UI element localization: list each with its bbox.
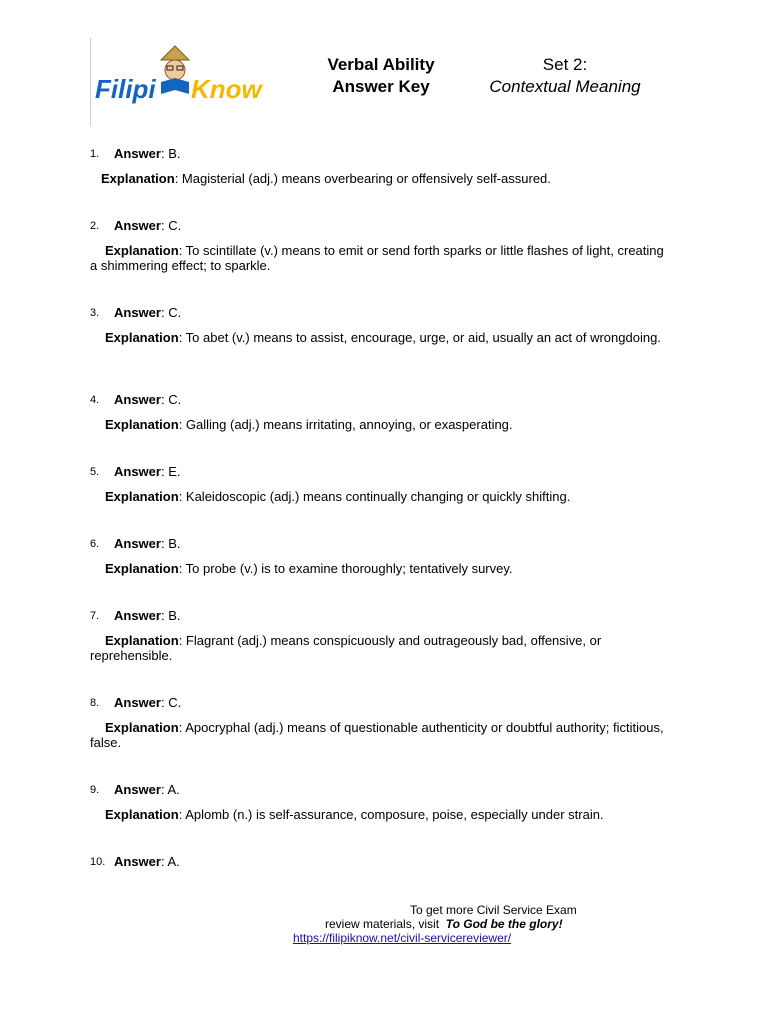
explanation-label: Explanation xyxy=(105,633,179,648)
answer-label: Answer xyxy=(114,305,161,320)
answer-label: Answer xyxy=(114,608,161,623)
explanation xyxy=(90,561,670,576)
answer-value: : B. xyxy=(160,608,181,623)
footer-line2 xyxy=(325,917,563,931)
set-label: Set 2: xyxy=(542,55,588,74)
logo-graphic xyxy=(91,38,265,126)
set-subtitle: Contextual Meaning xyxy=(489,77,641,96)
answer-label: Answer xyxy=(114,782,161,797)
explanation-text: : To probe (v.) is to examine thoroughly; tentatively survey. xyxy=(178,561,513,576)
explanation xyxy=(90,417,670,432)
answer-value: : B. xyxy=(160,536,181,551)
explanation-label: Explanation xyxy=(105,417,179,432)
item-number: 6. xyxy=(90,538,100,550)
answer-value: : C. xyxy=(160,392,182,407)
answer-label: Answer xyxy=(114,536,161,551)
list-item xyxy=(90,464,670,536)
answer-label: Answer xyxy=(114,392,161,407)
list-item xyxy=(90,608,670,695)
explanation-text: : Magisterial (adj.) means overbearing or offensively self-assured. xyxy=(174,171,551,186)
footer-emphasis: To God be the glory! xyxy=(445,917,563,931)
explanation-label: Explanation xyxy=(105,330,179,345)
item-number: 4. xyxy=(90,394,100,406)
explanation-text: : Galling (adj.) means irritating, annoying, or exasperating. xyxy=(178,417,513,432)
item-number: 1. xyxy=(90,148,100,160)
item-number: 7. xyxy=(90,610,100,622)
item-number: 5. xyxy=(90,466,100,478)
list-item xyxy=(90,854,670,870)
explanation xyxy=(90,807,670,822)
answer-value: : C. xyxy=(160,695,182,710)
explanation-text: : Kaleidoscopic (adj.) means continually changing or quickly shifting. xyxy=(178,489,571,504)
list-item xyxy=(90,146,670,218)
answer-value: : A. xyxy=(160,854,180,869)
logo-text-filipi: Filipi xyxy=(95,74,156,104)
answer-value: : A. xyxy=(160,782,180,797)
item-number: 2. xyxy=(90,220,100,232)
filipiknow-logo xyxy=(90,38,265,126)
explanation xyxy=(90,720,670,750)
document-title xyxy=(300,54,462,98)
footer-line2-text: review materials, visit xyxy=(325,917,440,931)
answer-value: : C. xyxy=(160,305,182,320)
explanation-text: : Flagrant (adj.) means conspicuously and outrageously bad, offensive, or reprehensible. xyxy=(90,633,602,663)
answer-value: : B. xyxy=(160,146,181,161)
explanation-label: Explanation xyxy=(105,243,179,258)
answer-label: Answer xyxy=(114,695,161,710)
reviewer-link[interactable]: https://filipiknow.net/civil-servicereviewer/ xyxy=(293,931,512,945)
list-item xyxy=(90,305,670,392)
footer-line1: To get more Civil Service Exam xyxy=(410,903,577,917)
answer-label: Answer xyxy=(114,854,161,869)
explanation xyxy=(90,489,670,504)
list-item xyxy=(90,695,670,782)
answer-label: Answer xyxy=(114,218,161,233)
answer-label: Answer xyxy=(114,464,161,479)
explanation-label: Explanation xyxy=(105,720,179,735)
explanation-label: Explanation xyxy=(105,489,179,504)
explanation-text: : Apocryphal (adj.) means of questionable authenticity or doubtful authority; fictitious, false. xyxy=(90,720,664,750)
answer-value: : C. xyxy=(160,218,182,233)
answer-list xyxy=(90,146,670,879)
item-number: 10. xyxy=(90,856,106,868)
item-number: 8. xyxy=(90,697,100,709)
list-item xyxy=(90,392,670,464)
explanation-text: : To scintillate (v.) means to emit or send forth sparks or little flashes of light, creating a shimmering effect; to sparkle. xyxy=(90,243,664,273)
explanation-text: : Aplomb (n.) is self-assurance, composure, poise, especially under strain. xyxy=(178,807,604,822)
set-title xyxy=(460,54,670,98)
explanation xyxy=(90,330,670,345)
list-item xyxy=(90,218,670,305)
explanation-label: Explanation xyxy=(105,561,179,576)
answer-value: : E. xyxy=(160,464,181,479)
explanation-label: Explanation xyxy=(105,807,179,822)
explanation-text: : To abet (v.) means to assist, encourage, urge, or aid, usually an act of wrongdoing. xyxy=(178,330,661,345)
item-number: 9. xyxy=(90,784,100,796)
item-number: 3. xyxy=(90,307,100,319)
title-line2: Answer Key xyxy=(332,77,430,96)
explanation xyxy=(90,171,670,186)
list-item xyxy=(90,536,670,608)
list-item xyxy=(90,782,670,854)
answer-label: Answer xyxy=(114,146,161,161)
title-line1: Verbal Ability xyxy=(327,55,435,74)
explanation xyxy=(90,633,670,663)
logo-text-know: Know xyxy=(191,74,262,104)
explanation xyxy=(90,243,670,273)
explanation-label: Explanation xyxy=(101,171,175,186)
